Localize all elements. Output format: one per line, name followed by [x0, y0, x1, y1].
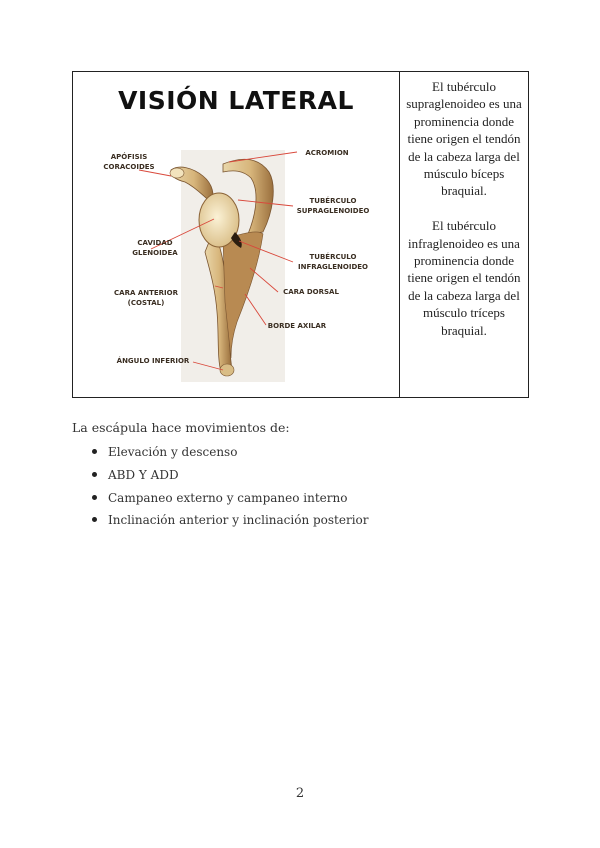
page-number: 2: [295, 786, 305, 801]
label-tuberculo-infraglenoideo: TUBÉRCULO INFRAGLENOIDEO: [298, 253, 368, 271]
side-text-cell: [400, 72, 529, 398]
list-item: [92, 512, 369, 535]
movement-text: Inclinación anterior y inclinación posterior: [108, 513, 369, 528]
label-cara-dorsal: CARA DORSAL: [283, 288, 339, 296]
label-acromion: ACROMION: [305, 149, 349, 157]
movement-text: Campaneo externo y campaneo interno: [108, 490, 348, 505]
side-text-paragraph-supraglenoid: El tubérculo supraglenoideo es una prominencia donde tiene origen el tendón de la cabeza larga del músculo bíceps braquial.: [406, 79, 522, 199]
side-text: [400, 72, 528, 339]
bullet-icon: [92, 495, 97, 500]
movement-text: ABD Y ADD: [108, 467, 179, 482]
bullet-icon: [92, 449, 97, 454]
bullet-icon: [92, 472, 97, 477]
figure-title: VISIÓN LATERAL: [118, 86, 354, 115]
label-cavidad-glenoidea: CAVIDAD GLENOIDEA: [132, 239, 178, 257]
figure-table: [72, 71, 529, 398]
list-item: [92, 490, 369, 513]
movement-text: Elevación y descenso: [108, 445, 238, 459]
scapula-figure: [73, 72, 399, 397]
label-apofisis-coracoides: APÓFISIS CORACOIDES: [103, 153, 155, 171]
label-borde-axilar: BORDE AXILAR: [267, 322, 327, 330]
label-cara-anterior: CARA ANTERIOR (COSTAL): [114, 289, 178, 307]
movements-list: [92, 444, 369, 535]
side-text-paragraph-infraglenoid: El tubérculo infraglenoideo es una prominencia donde tiene origen el tendón de la cabeza larga del músculo tríceps braquial.: [407, 218, 521, 338]
scapula-illustration: [73, 72, 399, 397]
bullet-icon: [92, 517, 97, 522]
label-tuberculo-supraglenoideo: TUBÉRCULO SUPRAGLENOIDEO: [296, 197, 370, 215]
figure-cell: [73, 72, 400, 398]
label-angulo-inferior: ÁNGULO INFERIOR: [116, 357, 190, 365]
list-item: [92, 467, 369, 490]
list-item: [92, 444, 369, 467]
movements-intro: La escápula hace movimientos de:: [72, 420, 290, 435]
